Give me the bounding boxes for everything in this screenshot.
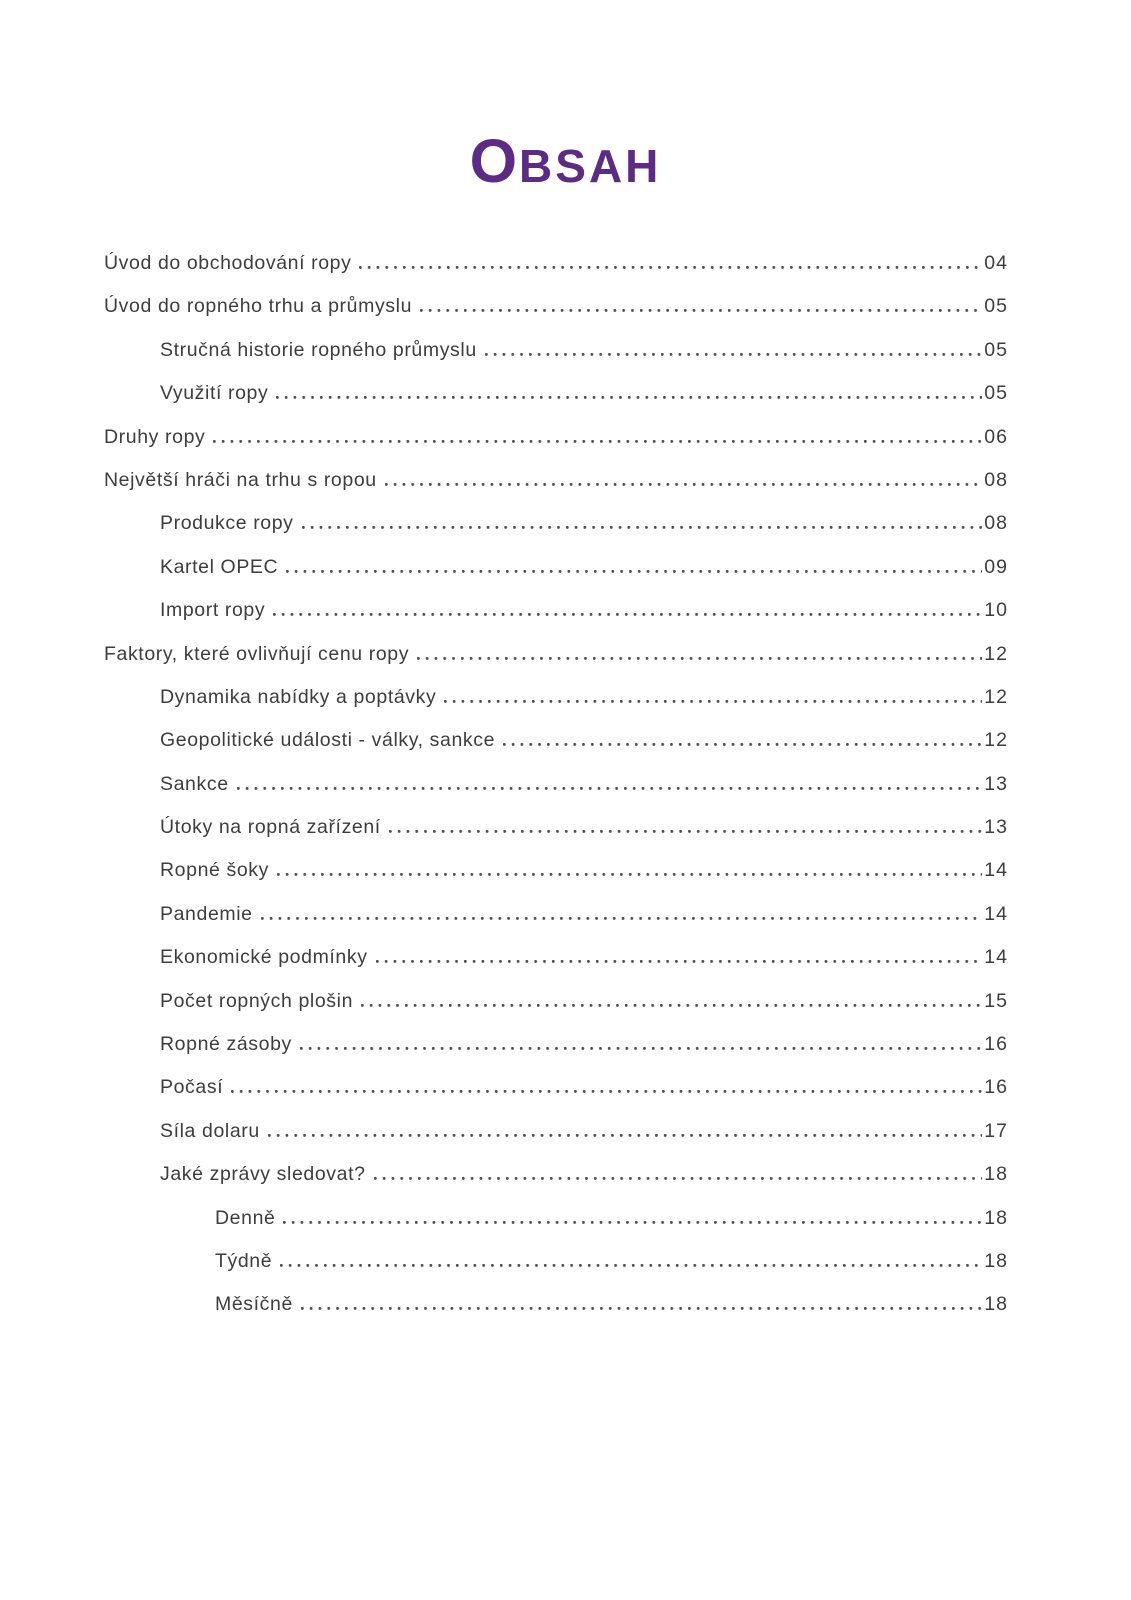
toc-entry — [104, 329, 1008, 372]
toc-entry-label: Útoky na ropná zařízení — [160, 816, 381, 839]
dotted-leader — [503, 742, 982, 746]
dotted-leader — [261, 916, 983, 920]
dotted-leader — [300, 1046, 982, 1050]
toc-entry — [104, 980, 1008, 1023]
dotted-leader — [213, 439, 982, 443]
toc-entry — [104, 1066, 1008, 1109]
toc-entry-label: Ekonomické podmínky — [160, 946, 368, 969]
toc-entry-label: Stručná historie ropného průmyslu — [160, 338, 477, 361]
table-of-contents — [104, 242, 1008, 1327]
toc-entry-page: 12 — [984, 729, 1008, 752]
toc-entry-label: Produkce ropy — [160, 512, 294, 535]
toc-entry-label: Síla dolaru — [160, 1119, 260, 1142]
toc-entry — [104, 1197, 1008, 1240]
toc-entry-page: 09 — [984, 555, 1008, 578]
toc-entry — [104, 502, 1008, 545]
dotted-leader — [374, 1176, 983, 1180]
toc-entry-label: Dynamika nabídky a poptávky — [160, 685, 437, 708]
toc-entry — [104, 936, 1008, 979]
toc-entry-page: 14 — [984, 902, 1008, 925]
page-title-initial: O — [469, 127, 520, 195]
toc-entry-page: 18 — [984, 1206, 1008, 1229]
toc-entry-page: 15 — [984, 989, 1008, 1012]
dotted-leader — [376, 959, 983, 963]
toc-entry-page: 12 — [984, 685, 1008, 708]
page-title-rest: BSAH — [519, 140, 662, 192]
toc-entry — [104, 459, 1008, 502]
toc-entry-label: Druhy ropy — [104, 425, 206, 448]
toc-entry-label: Využití ropy — [160, 382, 269, 405]
toc-entry-page: 18 — [984, 1163, 1008, 1186]
dotted-leader — [276, 395, 982, 399]
toc-entry-page: 06 — [984, 425, 1008, 448]
toc-entry-page: 16 — [984, 1033, 1008, 1056]
toc-entry-label: Týdně — [215, 1249, 273, 1272]
toc-entry-label: Úvod do ropného trhu a průmyslu — [104, 295, 413, 318]
dotted-leader — [385, 482, 983, 486]
toc-entry-page: 05 — [984, 338, 1008, 361]
dotted-leader — [485, 352, 983, 356]
toc-entry — [104, 633, 1008, 676]
toc-entry — [104, 1110, 1008, 1153]
toc-entry-page: 08 — [984, 512, 1008, 535]
toc-entry — [104, 719, 1008, 762]
dotted-leader — [359, 265, 982, 269]
toc-entry-label: Sankce — [160, 772, 229, 795]
toc-entry-label: Import ropy — [160, 599, 266, 622]
toc-entry-page: 14 — [984, 859, 1008, 882]
toc-entry-page: 13 — [984, 772, 1008, 795]
toc-entry-page: 10 — [984, 599, 1008, 622]
toc-entry-label: Počet ropných plošin — [160, 989, 354, 1012]
dotted-leader — [286, 569, 982, 573]
toc-entry-page: 17 — [984, 1119, 1008, 1142]
toc-entry — [104, 1283, 1008, 1326]
dotted-leader — [417, 656, 982, 660]
toc-entry-label: Denně — [215, 1206, 276, 1229]
toc-entry-page: 16 — [984, 1076, 1008, 1099]
dotted-leader — [361, 1003, 982, 1007]
dotted-leader — [280, 1263, 982, 1267]
toc-entry-page: 05 — [984, 382, 1008, 405]
toc-entry-label: Počasí — [160, 1076, 224, 1099]
toc-entry — [104, 1153, 1008, 1196]
toc-entry-label: Ropné zásoby — [160, 1033, 292, 1056]
dotted-leader — [268, 1133, 982, 1137]
toc-entry-label: Pandemie — [160, 902, 253, 925]
toc-entry — [104, 285, 1008, 328]
toc-entry — [104, 676, 1008, 719]
dotted-leader — [273, 612, 982, 616]
dotted-leader — [302, 525, 983, 529]
dotted-leader — [283, 1220, 982, 1224]
toc-entry — [104, 416, 1008, 459]
dotted-leader — [231, 1089, 982, 1093]
toc-entry-page: 14 — [984, 946, 1008, 969]
toc-entry — [104, 1023, 1008, 1066]
toc-entry — [104, 589, 1008, 632]
toc-entry-label: Geopolitické události - války, sankce — [160, 729, 496, 752]
toc-entry-label: Největší hráči na trhu s ropou — [104, 468, 377, 491]
dotted-leader — [237, 786, 983, 790]
toc-entry-label: Ropné šoky — [160, 859, 269, 882]
dotted-leader — [444, 699, 982, 703]
toc-entry — [104, 893, 1008, 936]
toc-entry — [104, 849, 1008, 892]
toc-entry-page: 04 — [984, 252, 1008, 274]
toc-entry-page: 12 — [984, 642, 1008, 665]
toc-entry-page: 18 — [984, 1293, 1008, 1316]
dotted-leader — [420, 308, 982, 312]
toc-entry-page: 13 — [984, 816, 1008, 839]
toc-entry-label: Kartel OPEC — [160, 555, 279, 578]
toc-entry — [104, 242, 1008, 285]
toc-entry — [104, 1240, 1008, 1283]
dotted-leader — [389, 829, 982, 833]
toc-entry-label: Faktory, které ovlivňují cenu ropy — [104, 642, 410, 665]
toc-entry-page: 18 — [984, 1249, 1008, 1272]
toc-entry-label: Měsíčně — [215, 1293, 293, 1316]
toc-entry — [104, 546, 1008, 589]
dotted-leader — [301, 1306, 982, 1310]
toc-entry — [104, 763, 1008, 806]
toc-entry — [104, 372, 1008, 415]
toc-entry-label: Jaké zprávy sledovat? — [160, 1163, 366, 1186]
toc-entry-page: 05 — [984, 295, 1008, 318]
dotted-leader — [277, 872, 982, 876]
toc-entry-page: 08 — [984, 468, 1008, 491]
toc-entry — [104, 806, 1008, 849]
toc-entry-label: Úvod do obchodování ropy — [104, 252, 352, 274]
page-title — [0, 122, 1131, 201]
